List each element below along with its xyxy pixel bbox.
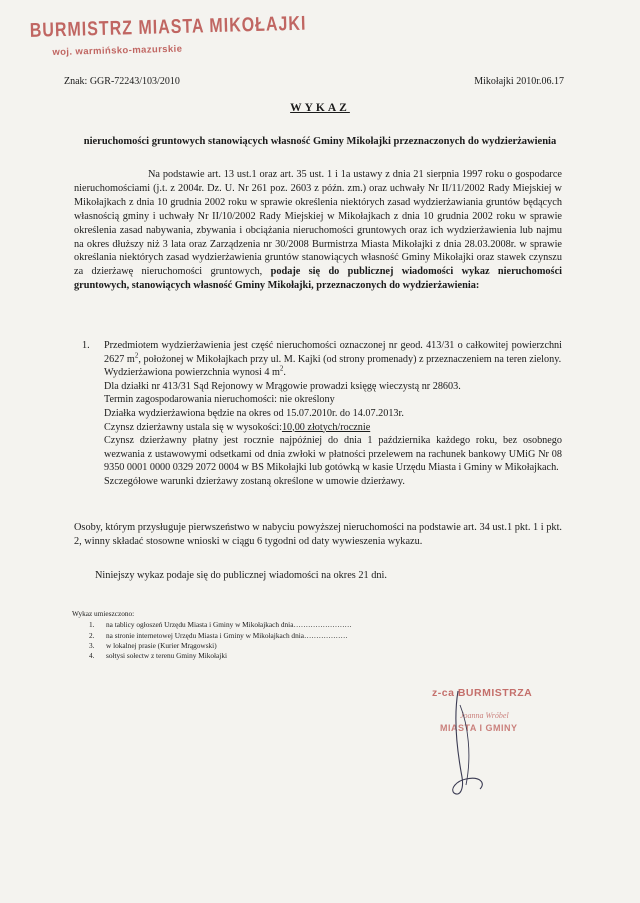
placement-number: 4. (89, 651, 95, 661)
intro-paragraph (74, 168, 562, 293)
placement-text: w lokalnej prasie (Kurier Mrągowski) (106, 640, 217, 650)
item-subject-sup: 2 (134, 351, 139, 360)
list-item (72, 641, 352, 651)
item-payment: Czynsz dzierżawny płatny jest rocznie najpóźniej do dnia 1 października każdego roku, bez osobnego wezwania z ustawowymi odsetkami od dnia zwłoki w płatności przelewem na rachunek bankowy UMiG Nr 08 9350 0001 0000 0329 2072 0004 w BS Mikołajki lub gotówką w kasie Urzędu Miasta i Gminy w Mikołajkach. (104, 435, 562, 474)
placement-text: na stronie internetowej Urzędu Miasta i Gminy w Mikołajkach dnia……………… (106, 630, 348, 640)
item-rent-label: Czynsz dzierżawny ustala się w wysokości: (104, 421, 282, 433)
item-terms: Szczegółowe warunki dzierżawy zostaną określone w umowie dzierżawy. (104, 475, 405, 487)
signature-stamp-line-3: MIASTA I GMINY (440, 723, 518, 733)
stamp-line-1: BURMISTRZ MIASTA MIKOŁAJKI (29, 13, 307, 42)
list-item (72, 651, 352, 661)
intro-bold-text: podaje się do publicznej wiadomości wykaz nieruchomości gruntowych, stanowiących własność Gminy Mikołajki, przeznaczonych do wydzierżawienia: (74, 266, 562, 292)
stamp-line-2: woj. warmińsko-mazurskie (52, 43, 183, 59)
signature-stamp-line-1: z-ca BURMISTRZA (432, 687, 533, 699)
item-number: 1. (82, 340, 90, 351)
document-title: WYKAZ (290, 102, 350, 114)
item-subject-text: Przedmiotem wydzierżawienia jest część nieruchomości oznaczonej nr geod. 413/31 o całkowitej powierzchni 2627 m (104, 340, 562, 365)
list-item (82, 339, 562, 489)
item-subject-rest: , położonej w Mikołajkach przy ul. M. Kajki (od strony promenady) z przeznaczeniem na teren zielony. (138, 353, 562, 365)
item-area-text: Wydzierżawiona powierzchnia wynosi 4 m (104, 367, 280, 379)
item-subject (104, 339, 562, 366)
document-subtitle: nieruchomości gruntowych stanowiących własność Gminy Mikołajki przeznaczonych do wydzierżawienia (83, 136, 557, 147)
intro-text: Na podstawie art. 13 ust.1 oraz art. 35 ust. 1 i 1a ustawy z dnia 21 sierpnia 1997 roku o gospodarce nieruchomościami (j.t. z 2004r. Dz. U. Nr 261 poz. 2603 z późn. zm.) oraz uchwały Nr II/11/2002 Rady Miejskiej w Mikołajkach z dnia 10 grudnia 2002 roku w sprawie określenia niektórych zasad wydzierżawiania gruntów będących własnością gminy i uchwały Nr II/10/2002 Rady Miejskiej w Mikołajkach z dnia 10 grudnia 2002 roku w sprawie określenia zasad nabywania, zbywania i obciążania nieruchomości gruntowych oraz ich wydzierżawienia lub najmu na okres dłuższy niż 3 lata oraz Zarządzenia nr 30/2008 Burmistrza Miasta Mikołajki z dnia 28.03.2008r. w sprawie określania niektórych zasad wydzierżawienia gruntów stanowiących własność Gminy Mikołajki oraz stawek czynszu za dzierżawę nieruchomości gruntowych, (74, 169, 562, 278)
signature-stamp (420, 685, 590, 805)
placement-number: 1. (89, 620, 95, 630)
item-area (104, 366, 562, 380)
placement-header: Wykaz umieszczono: (72, 609, 135, 618)
publication-note: Niniejszy wykaz podaje się do publicznej wiadomości na okres 21 dni. (95, 570, 387, 581)
placement-number: 3. (89, 640, 95, 650)
item-area-rest: . (283, 367, 286, 379)
item-rent (104, 421, 562, 435)
priority-paragraph: Osoby, którym przysługuje pierwszeństwo w nabyciu powyższej nieruchomości na podstawie art. 34 ust.1 pkt. 1 i pkt. 2, winny składać stosowne wnioski w ciągu 6 tygodni od daty wywieszenia wykazu. (74, 522, 562, 547)
item-body (104, 339, 562, 489)
placement-number: 2. (89, 630, 95, 640)
list-item (72, 631, 352, 641)
item-development-term: Termin zagospodarowania nieruchomości: nie określony (104, 394, 335, 406)
place-date: Mikołajki 2010r.06.17 (474, 76, 564, 87)
list-item (72, 620, 352, 630)
item-lease-period: Działka wydzierżawiona będzie na okres od 15.07.2010r. do 14.07.2013r. (104, 407, 404, 419)
office-stamp-top (29, 13, 307, 59)
reference-number: Znak: GGR-72243/103/2010 (64, 76, 180, 87)
item-area-sup: 2 (279, 364, 284, 373)
handwritten-signature (420, 685, 590, 805)
placement-text: na tablicy ogłoszeń Urzędu Miasta i Gminy w Mikołajkach dnia…………………… (106, 620, 352, 630)
placement-text: sołtysi sołectw z terenu Gminy Mikołajki (106, 651, 227, 661)
item-rent-value: 10,00 złotych/rocznie (281, 421, 371, 433)
signature-stamp-line-2: Joanna Wróbel (460, 711, 509, 720)
placement-list (72, 609, 352, 661)
item-land-register: Dla działki nr 413/31 Sąd Rejonowy w Mrągowie prowadzi księgę wieczystą nr 28603. (104, 380, 461, 392)
